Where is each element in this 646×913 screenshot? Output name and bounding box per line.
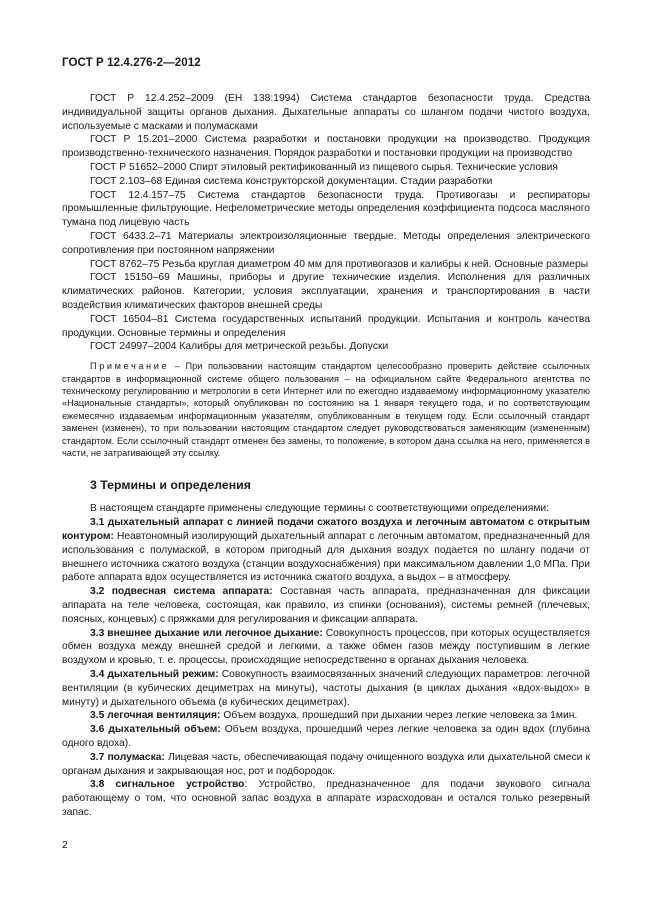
page-number: 2 [62, 840, 68, 851]
term-text: Совокупность процессов, при которых осуществляется обмен воздуха между внешней средой и легкими, а также обмен газов между поступившим в легкие воздухом и кровью, т. е. процессы, происходящие непосредственно в органах дыхания человека. [62, 627, 590, 667]
term-name: 3.4 дыхательный режим: [90, 668, 219, 680]
term-name: 3.2 подвесная система аппарата: [90, 586, 273, 598]
reference-item: ГОСТ 16504–81 Система государственных испытаний продукции. Испытания и контроль качества продукции. Основные термины и определения [62, 313, 590, 339]
reference-item: ГОСТ 2.103–68 Единая система конструкторской документации. Стадии разработки [90, 175, 493, 187]
term-text: Совокупность взаимосвязанных значений следующих параметров: легочной вентиляции (в кубических дециметрах на минуты), частоты дыхания (в циклах дыхания «вдох-выдох» в минуту) и дыхательного объема (в кубических дециметрах). [62, 668, 590, 708]
term-definition [62, 668, 590, 709]
note-paragraph [62, 360, 590, 459]
term-name: 3.8 сигнальное устройство [90, 779, 245, 791]
section-title: 3 Термины и определения [90, 478, 251, 493]
term-definition [62, 627, 590, 668]
reference-item: ГОСТ Р 12.4.252–2009 (ЕН 138:1994) Система стандартов безопасности труда. Средства индивидуальной защиты органов дыхания. Дыхательные аппараты со шлангом подачи чистого воздуха, используемые с масками и полумасками [62, 93, 590, 132]
term-text: Объем воздуха, прошедший при дыхании через легкие человека за 1мин. [220, 710, 578, 722]
term-name: 3.5 легочная вентиляция: [90, 710, 221, 722]
term-name: 3.3 внешнее дыхание или легочное дыхание: [90, 627, 323, 639]
reference-item: ГОСТ Р 15.201–2000 Система разработки и постановки продукции на производство. Продукция производственно-технического назначения. Порядок разработки и постановки продукции на производство [62, 134, 590, 160]
note-label: Примечание [90, 361, 170, 372]
term-definition [62, 585, 590, 626]
reference-item: ГОСТ Р 51652–2000 Спирт этиловый ректификованный из пищевого сырья. Технические условия [90, 161, 558, 173]
page-body [62, 92, 590, 820]
section-intro: В настоящем стандарте применены следующие термины с соответствующими определениями: [90, 503, 550, 515]
term-text: Составная часть аппарата, предназначенная для фиксации аппарата на теле человека, состоящая, как правило, из спинки (основания), системы ремней (плечевых, поясных, концевых) с пряжками для регулирования и фиксации аппарата. [62, 586, 590, 625]
term-name: 3.7 полумаска: [90, 751, 165, 763]
term-definition [62, 723, 590, 751]
reference-item: ГОСТ 12.4.157–75 Система стандартов безопасности труда. Противогазы и респираторы промышленные фильтрующие. Нефелометрические методы определения коэффициента подсоса масляного тумана под лицевую часть [62, 189, 590, 229]
document-header: ГОСТ Р 12.4.276-2—2012 [62, 57, 201, 69]
reference-item: ГОСТ 24997–2004 Калибры для метрической резьбы. Допуски [90, 341, 389, 353]
term-text: : Устройство, предназначенное для подачи звукового сигнала работающему о том, что основной запас воздуха в аппарате израсходован и остался только резервный запас. [62, 779, 590, 818]
term-definition [62, 778, 590, 819]
term-text: Лицевая часть, обеспечивающая подачу очищенного воздуха или дыхательной смеси к органам дыхания и закрывающая нос, рот и подбородок. [62, 751, 590, 777]
term-text: Объем воздуха, прошедший через легкие человека за один вдох (глубина одного вдоха). [62, 724, 590, 749]
term-definition [62, 709, 590, 723]
reference-item: ГОСТ 6433.2–71 Материалы электроизоляционные твердые. Методы определения электрического сопротивления при постоянном напряжении [62, 230, 590, 256]
term-definition [62, 516, 590, 585]
reference-item: ГОСТ 8762–75 Резьба круглая диаметром 40 мм для противогазов и калибры к ней. Основные размеры [90, 258, 589, 270]
reference-item: ГОСТ 15150–69 Машины, приборы и другие технические изделия. Исполнения для различных климатических районов. Категории, условия эксплуатации, хранения и транспортирования в части воздействия климатических факторов внешней среды [62, 272, 590, 311]
term-definition [62, 751, 590, 779]
note-text: – При пользовании настоящим стандартом целесообразно проверить действие ссылочных стандартов в информационной системе общего пользования – на официальном сайте Федерального агентства по техническому регулированию и метрологии в сети Интернет или по ежегодно издаваемому информационному указателю «Национальные стандарты», который опубликован по состоянию на 1 января текущего года, и по соответствующим ежемесячно издаваемым информационным указателям, опубликованным в текущем году. Если ссылочный стандарт заменен (изменен), то при пользовании настоящим стандартом следует руководствоваться заменяющим (измененным) стандартом. Если ссылочный стандарт отменен без замены, то положение, в котором дана ссылка на него, применяется в части, не затрагивающей эту ссылку. [62, 361, 590, 458]
term-name: 3.6 дыхательный объем: [90, 724, 221, 736]
term-name: 3.1 дыхательный аппарат с линией подачи сжатого воздуха и легочным автоматом с открытым контуром: [62, 517, 590, 542]
term-text: Неавтономный изолирующий дыхательный аппарат с легочным автоматом, предназначенный для использования с полумаской, в котором пригодный для дыхания воздух подается по шлангу подачи от внешнего источника сжатого воздуха (станции воздухоснабжения) при максимальном давлении 1,0 МПа. При работе аппарата вдох осуществляется из источника сжатого воздуха, а выдох – в атмосферу. [62, 530, 590, 584]
